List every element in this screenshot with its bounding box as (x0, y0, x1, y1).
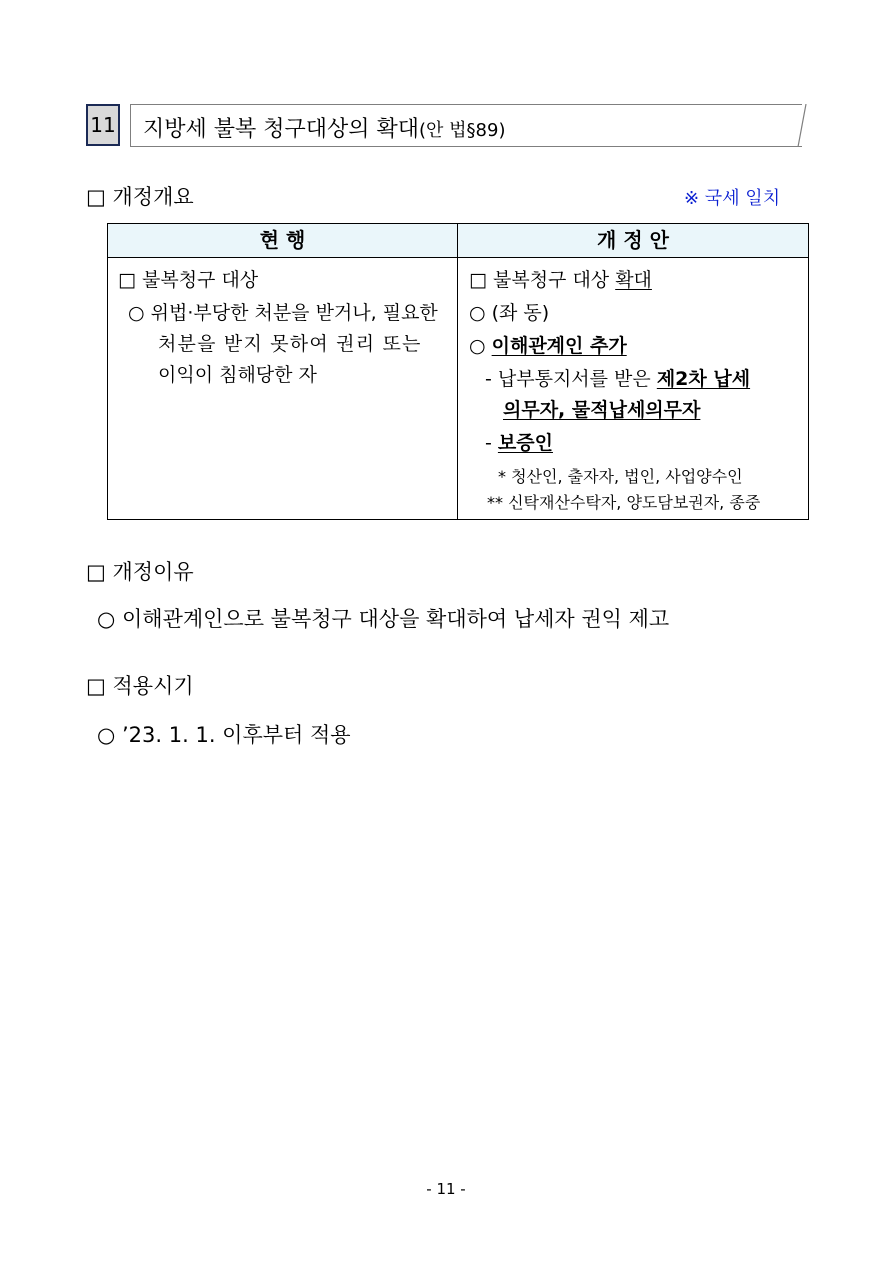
reason-heading: □ 개정이유 (86, 560, 194, 584)
date-line: ○ ’23. 1. 1. 이후부터 적용 (97, 723, 351, 747)
proposal-line-3 (469, 331, 627, 358)
proposal-line-3-bold: 이해관계인 추가 (491, 335, 627, 357)
overview-heading: □ 개정개요 (86, 185, 194, 209)
proposal-line-6 (485, 428, 553, 455)
section-number: 11 (86, 104, 120, 146)
header-proposal: 개 정 안 (458, 224, 809, 258)
national-tax-note: ※ 국세 일치 (684, 188, 781, 209)
proposal-line-1 (469, 265, 652, 292)
current-cell (108, 258, 458, 520)
proposal-line-2: ○ (좌 동) (469, 302, 550, 324)
current-line-4: 이익이 침해당한 자 (158, 364, 317, 386)
title-frame-slant (794, 104, 808, 147)
current-line-1: □ 불복청구 대상 (118, 269, 259, 291)
header-current: 현 행 (108, 224, 458, 258)
proposal-line-1-prefix: □ 불복청구 대상 (469, 269, 616, 291)
proposal-line-4-bold: 제2차 납세 (656, 368, 751, 390)
date-heading: □ 적용시기 (86, 674, 194, 698)
proposal-line-6-prefix: - (485, 432, 498, 454)
reason-line: ○ 이해관계인으로 불복청구 대상을 확대하여 납세자 권익 제고 (97, 607, 670, 631)
current-line-3: 처분을 받지 못하여 권리 또는 (158, 333, 422, 355)
proposal-line-4-prefix: - 납부통지서를 받은 (485, 368, 657, 390)
proposal-cell (458, 258, 809, 520)
proposal-line-3-prefix: ○ (469, 335, 492, 357)
current-line-2: ○ 위법·부당한 처분을 받거나, 필요한 (128, 302, 438, 324)
page-number: - 11 - (426, 1180, 466, 1198)
proposal-line-4 (485, 364, 750, 391)
proposal-line-5 (503, 395, 700, 422)
proposal-footnote-2: ** 신탁재산수탁자, 양도담보권자, 종중 (487, 493, 761, 512)
proposal-footnote-1: * 청산인, 출자자, 법인, 사업양수인 (498, 467, 743, 486)
comparison-table (107, 223, 809, 520)
title-main: 지방세 불복 청구대상의 확대 (143, 117, 420, 142)
proposal-line-6-bold: 보증인 (497, 432, 553, 454)
title-suffix: (안 법§89) (419, 120, 506, 141)
proposal-line-5-bold: 의무자, 물적납세의무자 (503, 399, 701, 421)
page-title (143, 112, 505, 143)
proposal-line-1-expand: 확대 (615, 269, 652, 291)
